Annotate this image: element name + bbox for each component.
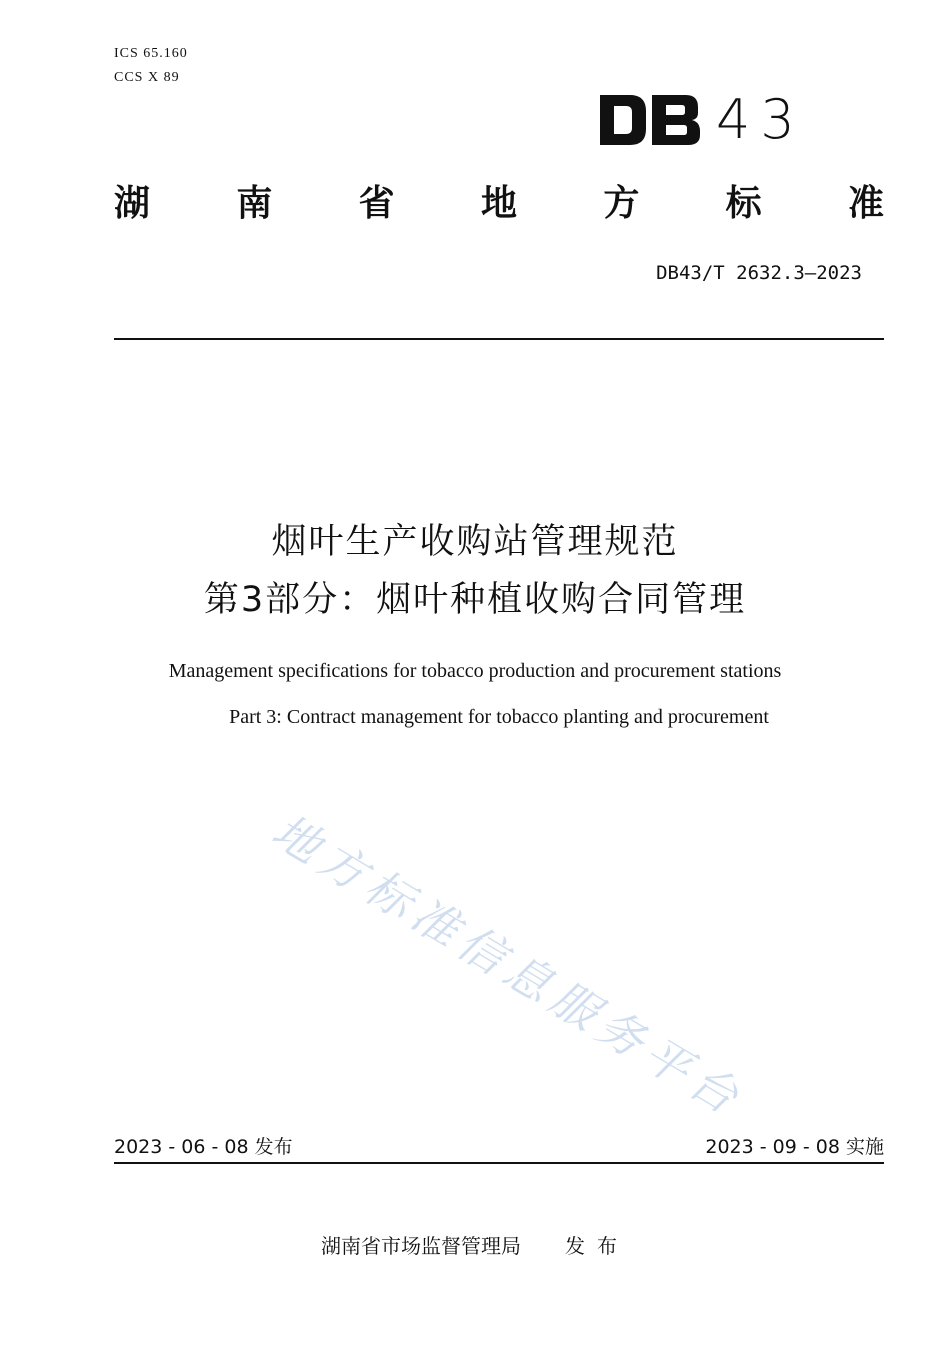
db-logo-number: 43 — [716, 88, 805, 151]
standard-type — [114, 182, 884, 226]
issue-date: 2023 - 06 - 08 发布 — [114, 1136, 293, 1158]
watermark: 地方标准信息服务平台 — [263, 803, 754, 1128]
standard-type-char: 方 — [603, 183, 640, 224]
bottom-divider — [114, 1162, 884, 1164]
chinese-title-line1: 烟叶生产收购站管理规范 — [271, 522, 679, 562]
english-title-line1: Management specifications for tobacco production and procurement stations — [168, 660, 782, 682]
standard-number: DB43/T 2632.3—2023 — [656, 262, 862, 284]
standard-type-char: 地 — [480, 183, 517, 224]
db-logo — [598, 90, 805, 150]
ccs-code: CCS X 89 — [114, 70, 180, 85]
ics-code: ICS 65.160 — [114, 46, 188, 61]
standard-type-char: 湖 — [114, 183, 151, 224]
chinese-title-line2: 第3部分：烟叶种植收购合同管理 — [203, 580, 747, 620]
english-title-line2: Part 3: Contract management for tobacco planting and procurement — [229, 706, 769, 728]
standard-type-char: 标 — [725, 183, 762, 224]
issuer-name: 湖南省市场监督管理局 — [321, 1234, 521, 1258]
db-logo-mark — [598, 93, 702, 147]
implementation-date: 2023 - 09 - 08 实施 — [705, 1136, 884, 1158]
issuer-action: 发布 — [565, 1234, 629, 1258]
top-divider — [114, 338, 884, 340]
standard-type-char: 省 — [358, 183, 395, 224]
standard-type-char: 南 — [236, 183, 273, 224]
standard-type-char: 准 — [847, 183, 884, 224]
issuer — [0, 1230, 950, 1259]
